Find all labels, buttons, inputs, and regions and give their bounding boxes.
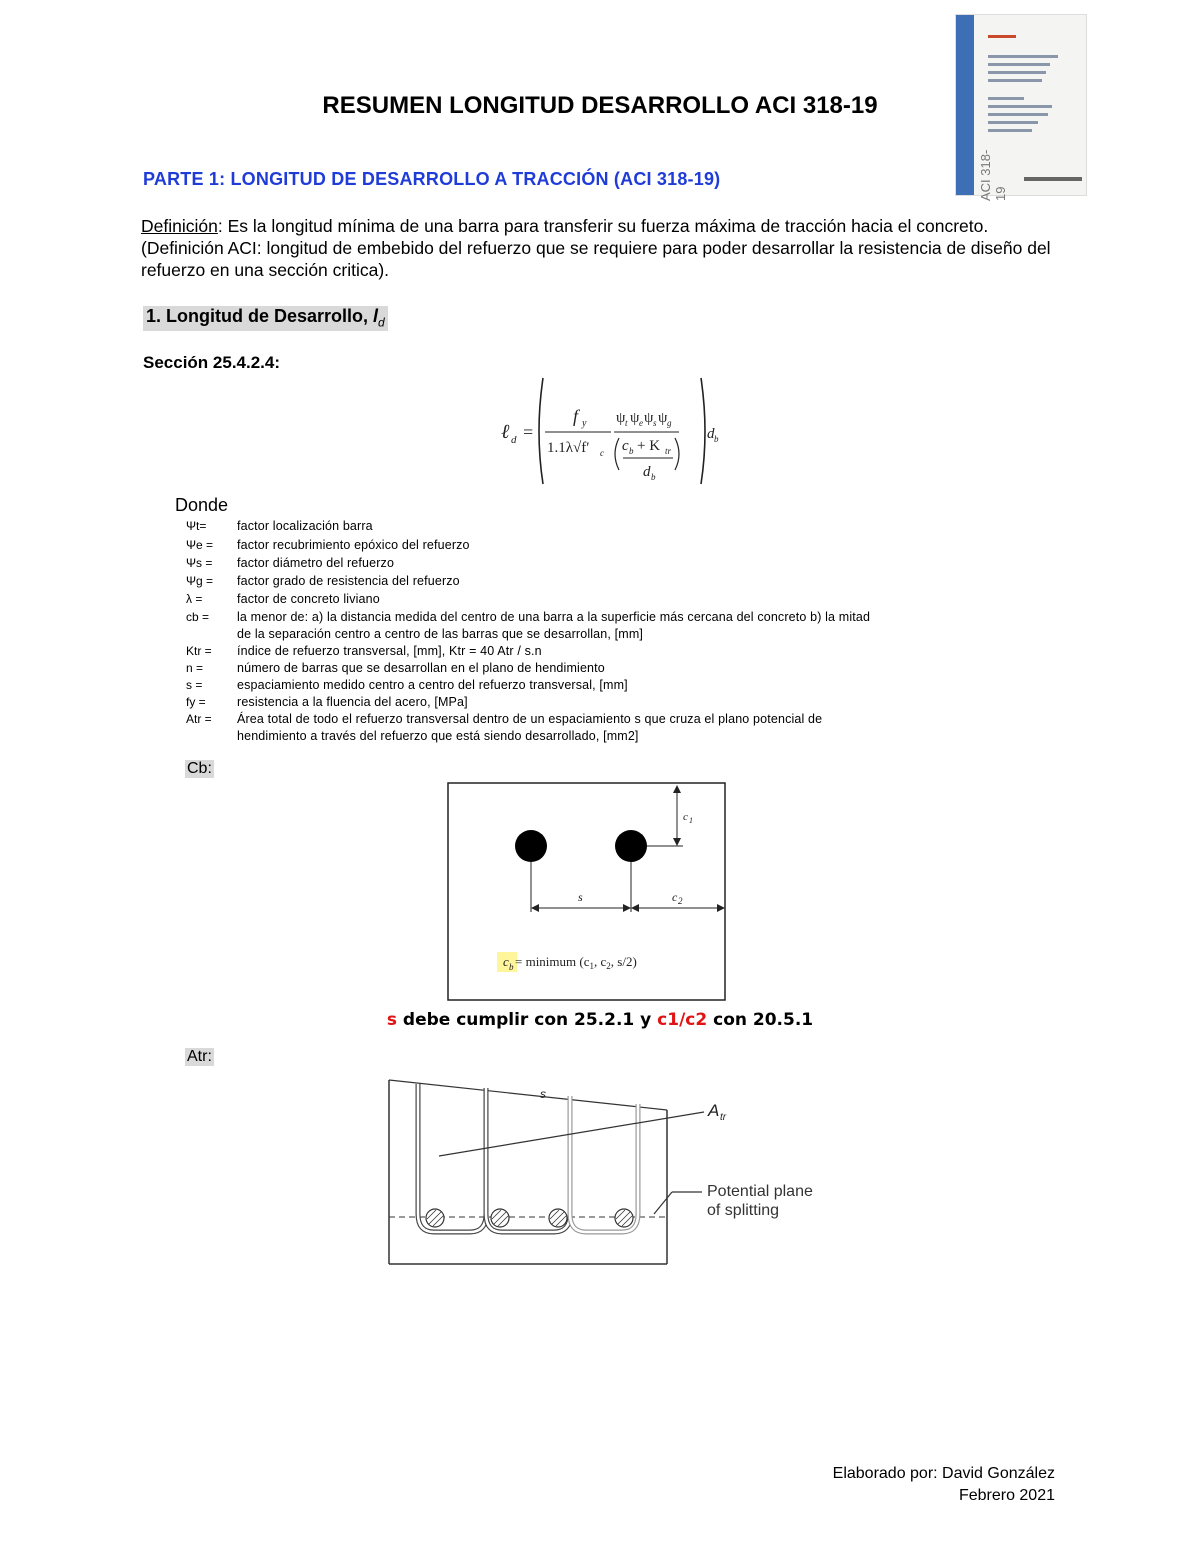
var-symbol: s =	[186, 678, 203, 692]
cb-requirement-note: s debe cumplir con 25.2.1 y c1/c2 con 20.5.1	[386, 1010, 814, 1030]
svg-text:ψ: ψ	[644, 410, 654, 426]
svg-text:ψ: ψ	[630, 410, 640, 426]
svg-text:d: d	[511, 434, 517, 446]
footer-credits	[833, 1463, 1055, 1507]
var-desc: Área total de todo el refuerzo transversal dentro de un espaciamiento s que cruza el plano potencial de	[237, 712, 823, 726]
svg-text:s: s	[653, 418, 657, 428]
svg-text:b: b	[714, 434, 719, 444]
cb-label: Cb:	[187, 760, 212, 777]
left-paren	[539, 378, 543, 484]
var-desc: resistencia a la fluencia del acero, [MPa]	[237, 695, 468, 709]
author-line: Elaborado por: David González	[832, 1465, 1055, 1482]
svg-text:e: e	[639, 418, 643, 428]
svg-text:ψ: ψ	[658, 410, 668, 426]
svg-text:c: c	[683, 811, 688, 823]
svg-text:g: g	[667, 418, 672, 428]
var-desc: factor recubrimiento epóxico del refuerzo	[237, 538, 470, 552]
var-desc: factor de concreto liviano	[237, 592, 380, 606]
var-desc: espaciamiento medido centro a centro del refuerzo transversal, [mm]	[237, 678, 628, 692]
cover-vertical-title: ACI 318-19	[978, 149, 1008, 201]
section-symbol: l	[373, 306, 379, 326]
development-length-formula	[495, 372, 720, 490]
var-symbol: Ktr =	[186, 644, 212, 658]
svg-text:ψ: ψ	[616, 410, 626, 426]
svg-text:+ K: + K	[637, 438, 661, 454]
var-symbol: Ψe =	[186, 538, 214, 552]
svg-text:s: s	[578, 890, 583, 904]
var-symbol: Ψg =	[186, 574, 214, 588]
var-desc: factor grado de resistencia del refuerzo	[237, 574, 460, 588]
definition-label: Definición	[141, 216, 218, 236]
svg-text:=: =	[523, 422, 534, 442]
var-desc: factor localización barra	[237, 519, 373, 533]
svg-text:y: y	[582, 418, 587, 429]
svg-text:tr: tr	[665, 446, 672, 456]
svg-text:2: 2	[678, 896, 683, 906]
atr-diagram	[386, 1074, 826, 1266]
section-heading: 1. Longitud de Desarrollo, $l_d$	[143, 306, 388, 331]
var-desc: la menor de: a) la distancia medida del centro de una barra a la superficie más cercana del concreto b) la mitad	[237, 610, 871, 624]
cover-accent	[988, 35, 1016, 38]
section-reference: Sección 25.4.2.4:	[143, 353, 281, 372]
plane-label-line1: Potential plane	[707, 1183, 813, 1200]
atr-label: Atr:	[187, 1048, 212, 1065]
var-desc: índice de refuerzo transversal, [mm], Ktr = 40 Atr / s.n	[237, 644, 542, 658]
bar-left	[515, 830, 547, 862]
var-symbol: n =	[186, 661, 204, 675]
svg-text:c: c	[672, 890, 678, 904]
definition-text: : Es la longitud mínima de una barra para transferir su fuerza máxima de tracción hacia el concreto. (Definición ACI: longitud de embebido del refuerzo que se requiere para poder desarrollar la resistencia de diseño del refuerzo en una sección critica).	[141, 216, 1051, 280]
bar-right	[615, 830, 647, 862]
definition-paragraph	[141, 215, 1061, 281]
svg-text:b: b	[629, 446, 634, 456]
var-desc: de la separación centro a centro de las barras que se desarrollan, [mm]	[237, 627, 643, 641]
svg-text:tr: tr	[720, 1112, 727, 1123]
cb-diagram	[447, 782, 727, 1002]
formula-lhs: ℓ	[501, 421, 510, 443]
svg-text:b: b	[651, 472, 656, 482]
svg-text:c: c	[600, 448, 604, 458]
right-paren	[701, 378, 705, 484]
svg-text:s: s	[540, 1087, 546, 1101]
svg-text:b: b	[509, 962, 514, 972]
part-heading: PARTE 1: LONGITUD DE DESARROLLO A TRACCIÓN (ACI 318-19)	[143, 169, 721, 189]
cb-formula: = minimum ($c_1$, $c_2$, s/2)	[515, 954, 637, 971]
var-symbol: cb =	[186, 610, 210, 624]
donde-label: Donde	[175, 495, 229, 515]
var-desc: hendimiento a través del refuerzo que está siendo desarrollado, [mm2]	[237, 729, 639, 743]
svg-text:f: f	[573, 406, 579, 426]
svg-text:t: t	[625, 418, 628, 428]
var-symbol: Atr =	[186, 712, 212, 726]
svg-text:c: c	[503, 954, 509, 969]
svg-text:A: A	[708, 1101, 720, 1120]
var-symbol: Ψt=	[186, 519, 207, 533]
var-symbol: fy =	[186, 695, 206, 709]
svg-text:c: c	[622, 438, 629, 454]
var-symbol: Ψs =	[186, 556, 213, 570]
var-desc: factor diámetro del refuerzo	[237, 556, 395, 570]
var-desc: número de barras que se desarrollan en el plano de hendimiento	[237, 661, 605, 675]
page-title: RESUMEN LONGITUD DESARROLLO ACI 318-19	[322, 92, 878, 119]
svg-text:1.1λ√f′: 1.1λ√f′	[547, 440, 590, 456]
svg-text:1: 1	[689, 816, 693, 825]
svg-text:d: d	[643, 464, 651, 480]
date-line: Febrero 2021	[958, 1487, 1055, 1504]
svg-text:d: d	[707, 426, 715, 442]
plane-label-line2: of splitting	[707, 1202, 780, 1219]
var-symbol: λ =	[186, 592, 203, 606]
